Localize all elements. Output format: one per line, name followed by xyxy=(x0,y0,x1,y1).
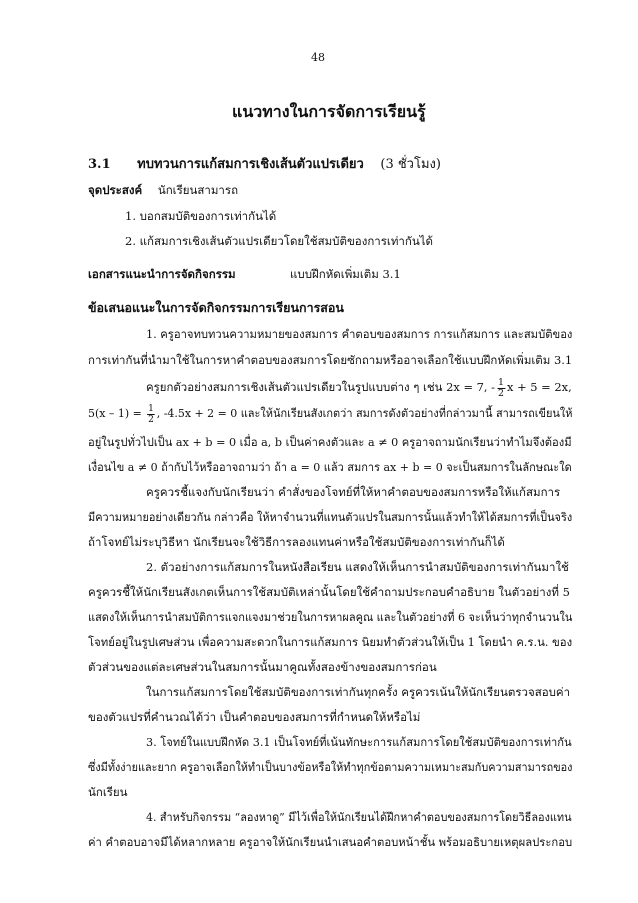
section-heading xyxy=(88,156,441,174)
paragraph-line: มีความหมายอย่างเดียวกัน กล่าวคือ ให้หาจำนวนที่แทนตัวแปรในสมการนั้นแล้วทำให้ได้สมการที่เป็นจริง xyxy=(88,510,573,524)
paragraph-line: ถ้าโจทย์ไม่ระบุวิธีหา นักเรียนจะใช้วิธีการลองแทนค่าหรือใช้สมบัติของการเท่ากันก็ได้ xyxy=(88,535,505,549)
paragraph-line: ของตัวแปรที่คำนวณได้ว่า เป็นคำตอบของสมการที่กำหนดให้หรือไม่ xyxy=(88,710,421,724)
paragraph-line: 2. ตัวอย่างการแก้สมการในหนังสือเรียน แสดงให้เห็นการนำสมบัติของการเท่ากันมาใช้ xyxy=(146,560,569,574)
paragraph-line: โจทย์อยู่ในรูปเศษส่วน เพื่อความสะดวกในการแก้สมการ นิยมทำตัวส่วนให้เป็น 1 โดยนำ ค.ร.น. ของ xyxy=(88,635,573,649)
paragraph-text: , -4.5x + 2 = 0 และให้นักเรียนสังเกตว่า สมการดังตัวอย่างที่กล่าวมานี้ สามารถเขียนให้ xyxy=(156,406,573,420)
paragraph-line: ค่า คำตอบอาจมีได้หลากหลาย ครูอาจให้นักเรียนนำเสนอคำตอบหน้าชั้น พร้อมอธิบายเหตุผลประกอบ xyxy=(88,835,573,849)
paragraph-line: 4. สำหรับกิจกรรม “ลองหาดู” มีไว้เพื่อให้นักเรียนได้ฝึกหาคำตอบของสมการโดยวิธีลองแทน xyxy=(146,810,572,824)
objectives-label: จุดประสงค์ xyxy=(88,183,143,197)
paragraph-text: x + 5 = 2x, xyxy=(507,380,572,394)
paragraph-line: อยู่ในรูปทั่วไปเป็น ax + b = 0 เมื่อ a, b เป็นค่าคงตัวและ a ≠ 0 ครูอาจถามนักเรียนว่าทำไมจึงต้องมี xyxy=(88,435,572,449)
paragraph-text: ครูยกตัวอย่างสมการเชิงเส้นตัวแปรเดียวในรูปแบบต่าง ๆ เช่น 2x = 7, - xyxy=(146,380,496,394)
fraction xyxy=(147,404,155,425)
paragraph-line: ครูควรชี้แจงกับนักเรียนว่า คำสั่งของโจทย์ที่ให้หาคำตอบของสมการหรือให้แก้สมการ xyxy=(146,485,561,499)
paragraph-line: แสดงให้เห็นการนำสมบัติการแจกแจงมาช่วยในการหาผลคูณ และในตัวอย่างที่ 6 จะเห็นว่าทุกจำนวนใน xyxy=(88,610,573,624)
paragraph-line: 1. ครูอาจทบทวนความหมายของสมการ คำตอบของสมการ การแก้สมการ และสมบัติของ xyxy=(146,327,573,341)
fraction-denominator: 2 xyxy=(498,387,505,399)
suggestions-heading: ข้อเสนอแนะในการจัดกิจกรรมการเรียนการสอน xyxy=(88,300,344,315)
paragraph-line: ตัวส่วนของแต่ละเศษส่วนในสมการนั้นมาคูณทั้งสองข้างของสมการก่อน xyxy=(88,660,437,674)
paragraph-line: ครูควรชี้ให้นักเรียนสังเกตเห็นการใช้สมบัติเหล่านั้นโดยใช้คำถามประกอบคำอธิบาย ในตัวอย่างที่ 5 xyxy=(88,585,570,599)
objective-item-1: 1. บอกสมบัติของการเท่ากันได้ xyxy=(125,209,277,223)
resources-row xyxy=(88,266,401,282)
objective-item-2: 2. แก้สมการเชิงเส้นตัวแปรเดียวโดยใช้สมบัติของการเท่ากันได้ xyxy=(125,234,433,248)
page-title: แนวทางในการจัดการเรียนรู้ xyxy=(232,102,426,121)
paragraph-line: ในการแก้สมการโดยใช้สมบัติของการเท่ากันทุกครั้ง ครูควรเน้นให้นักเรียนตรวจสอบค่า xyxy=(146,685,571,699)
paragraph-line: ซึ่งมีทั้งง่ายและยาก ครูอาจเลือกให้ทำเป็นบางข้อหรือให้ทำทุกข้อตามความเหมาะสมกับความสามารถของ xyxy=(88,760,573,774)
section-duration: (3 ชั่วโมง) xyxy=(380,157,441,172)
resources-label: เอกสารแนะนำการจัดกิจกรรม xyxy=(88,267,236,281)
resources-value: แบบฝึกหัดเพิ่มเติม 3.1 xyxy=(290,267,401,281)
fraction-numerator: 1 xyxy=(148,402,154,414)
fraction-denominator: 2 xyxy=(148,413,154,425)
section-number: 3.1 xyxy=(88,157,111,172)
fraction-numerator: 1 xyxy=(498,376,505,388)
paragraph-line: การเท่ากันที่นำมาใช้ในการหาคำตอบของสมการโดยซักถามหรืออาจเลือกใช้แบบฝึกหัดเพิ่มเติม 3.1 xyxy=(88,353,573,367)
paragraph-line xyxy=(88,402,572,425)
paragraph-line: เงื่อนไข a ≠ 0 ถ้ากับไว้หรืออาจถามว่า ถ้า a = 0 แล้ว สมการ ax + b = 0 จะเป็นสมการในลักษณะใด xyxy=(88,460,572,474)
paragraph-text: 5(x – 1) = xyxy=(88,406,146,420)
paragraph-line: นักเรียน xyxy=(88,785,128,799)
page-number: 48 xyxy=(311,51,325,64)
fraction xyxy=(497,378,505,399)
paragraph-line xyxy=(146,376,572,399)
section-title: ทบทวนการแก้สมการเชิงเส้นตัวแปรเดียว xyxy=(137,157,364,172)
objectives-row xyxy=(88,182,238,198)
objectives-lead: นักเรียนสามารถ xyxy=(157,183,239,197)
paragraph-line: 3. โจทย์ในแบบฝึกหัด 3.1 เป็นโจทย์ที่เน้นทักษะการแก้สมการโดยใช้สมบัติของการเท่ากัน xyxy=(146,735,572,749)
